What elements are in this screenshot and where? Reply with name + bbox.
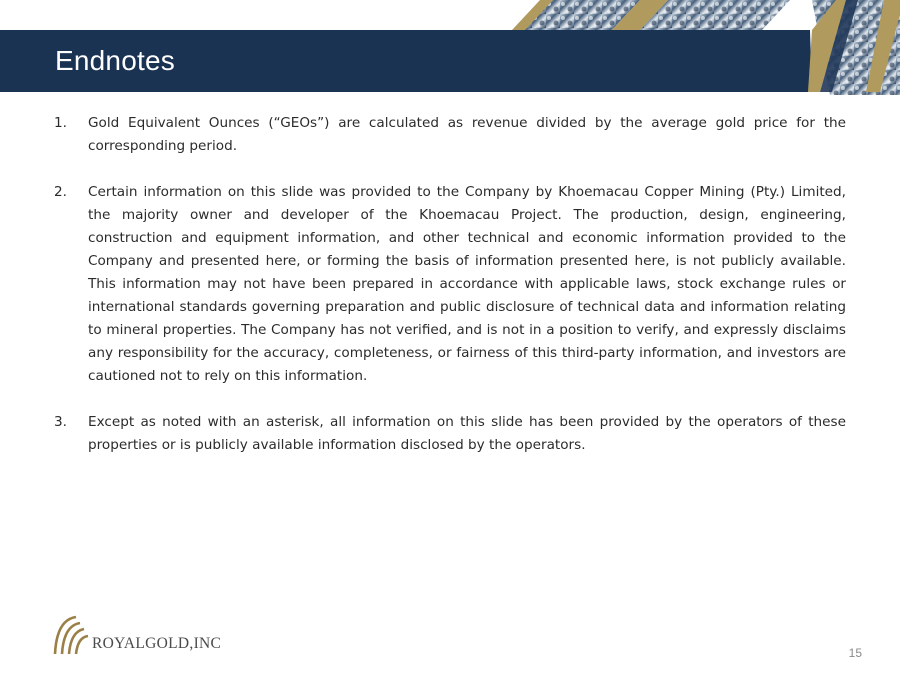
page-number: 15 [848, 646, 862, 660]
endnote-3 [54, 411, 846, 457]
logo-wordmark: ROYALGOLD,INC [92, 635, 222, 652]
logo-mark-icon [52, 615, 90, 655]
page-title: Endnotes [55, 45, 175, 76]
endnote-text: Except as noted with an asterisk, all information on this slide has been provided by the operators of these properties or is publicly available information disclosed by the operators. [88, 414, 846, 453]
endnotes-list [54, 112, 846, 480]
company-logo [52, 615, 227, 657]
endnote-text: Certain information on this slide was provided to the Company by Khoemacau Copper Mining (Pty.) Limited, the majority owner and developer of the Khoemacau Project. The production, design, engineering, construction and equipment information, and other technical and economic information provided to the Company and presented here, or forming the basis of information presented here, is not publicly available. This information may not have been prepared in accordance with applicable laws, stock exchange rules or international standards governing preparation and public disclosure of technical data and information relating to mineral properties. The Company has not verified, and is not in a position to verify, and expressly disclaims any responsibility for the accuracy, completeness, or fairness of this third-party information, and investors are cautioned not to rely on this information. [88, 184, 846, 384]
endnote-number: 1. [54, 115, 67, 131]
endnote-2 [54, 181, 846, 388]
endnote-number: 3. [54, 414, 67, 430]
endnote-text: Gold Equivalent Ounces (“GEOs”) are calculated as revenue divided by the average gold price for the corresponding period. [88, 115, 846, 154]
endnote-1 [54, 112, 846, 158]
endnote-number: 2. [54, 184, 67, 200]
